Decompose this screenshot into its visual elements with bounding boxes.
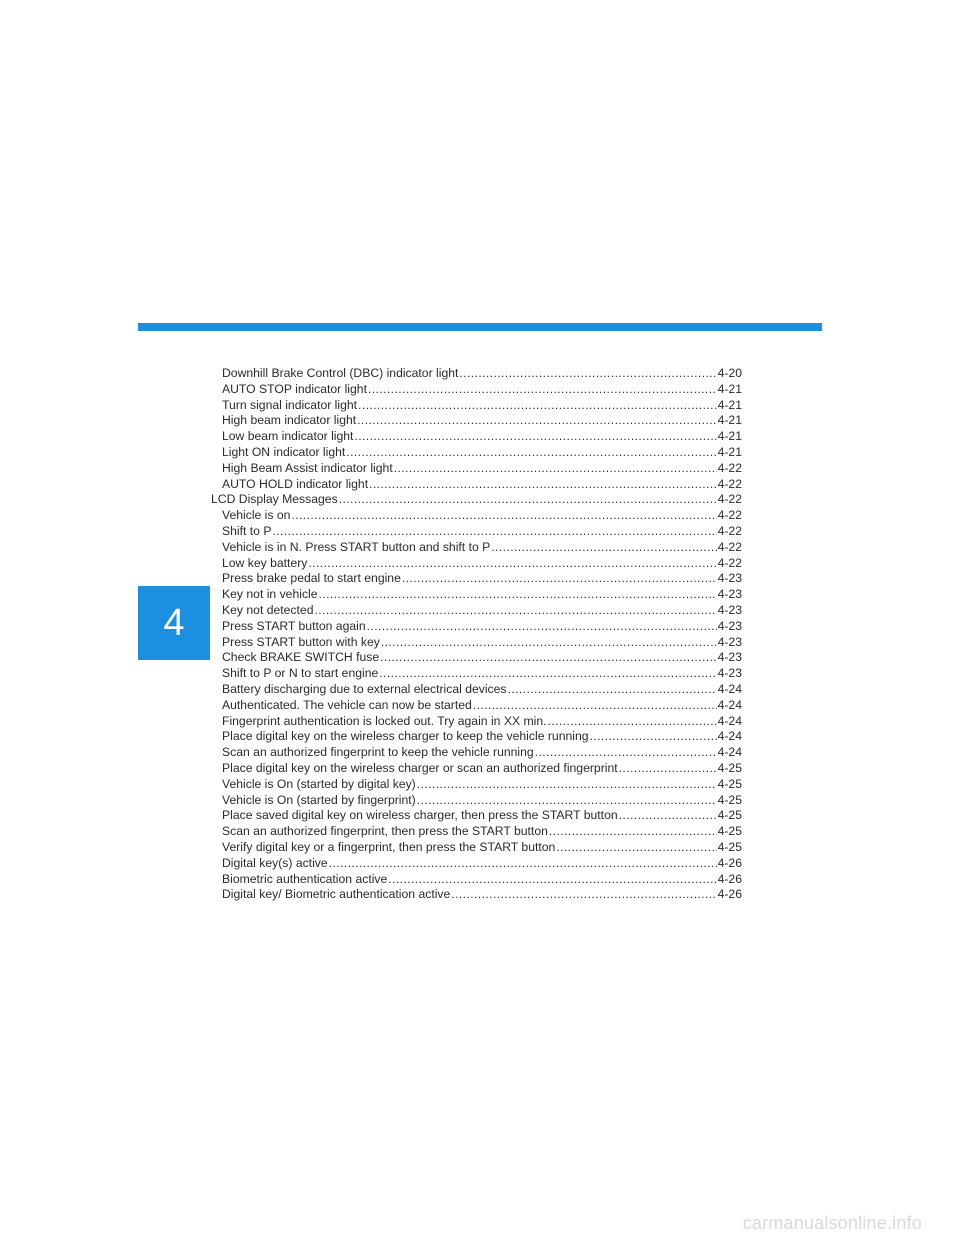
toc-entry-label: Vehicle is on <box>222 508 291 523</box>
toc-entry[interactable] <box>211 492 742 508</box>
toc-leader-dots <box>388 872 716 886</box>
toc-entry[interactable] <box>211 587 742 603</box>
toc-entry[interactable] <box>211 366 742 382</box>
toc-entry[interactable] <box>211 856 742 872</box>
toc-entry-page: 4-21 <box>717 381 742 396</box>
toc-leader-dots <box>308 556 716 570</box>
toc-entry[interactable] <box>211 777 742 793</box>
toc-entry[interactable] <box>211 808 742 824</box>
toc-entry-label: LCD Display Messages <box>211 492 338 507</box>
toc-entry[interactable] <box>211 382 742 398</box>
toc-entry[interactable] <box>211 429 742 445</box>
toc-entry-label: Key not detected <box>222 602 314 617</box>
toc-leader-dots <box>394 461 717 475</box>
toc-leader-dots <box>417 777 717 791</box>
toc-entry-label: Key not in vehicle <box>222 587 318 602</box>
toc-entry[interactable] <box>211 824 742 840</box>
toc-entry-label: AUTO STOP indicator light <box>222 381 367 396</box>
toc-leader-dots <box>417 793 717 807</box>
toc-entry-page: 4-26 <box>717 887 742 902</box>
toc-entry-page: 4-25 <box>717 839 742 854</box>
chapter-header-bar <box>138 323 822 331</box>
toc-entry-page: 4-21 <box>717 397 742 412</box>
toc-entry-label: AUTO HOLD indicator light <box>222 476 369 491</box>
toc-entry[interactable] <box>211 445 742 461</box>
toc-leader-dots <box>402 571 717 585</box>
toc-entry[interactable] <box>211 635 742 651</box>
toc-entry-label: Turn signal indicator light <box>222 397 358 412</box>
toc-leader-dots <box>369 477 717 491</box>
toc-leader-dots <box>459 366 716 380</box>
toc-entry-label: Verify digital key or a fingerprint, then press the START button <box>222 839 556 854</box>
toc-entry-label: Downhill Brake Control (DBC) indicator light <box>222 366 459 380</box>
toc-entry-label: Press brake pedal to start engine <box>222 571 401 586</box>
toc-entry[interactable] <box>211 413 742 429</box>
toc-leader-dots <box>380 650 716 664</box>
toc-entry[interactable] <box>211 666 742 682</box>
toc-entry-page: 4-21 <box>717 429 742 444</box>
toc-entry-page: 4-26 <box>717 855 742 870</box>
toc-entry-label: Vehicle is in N. Press START button and shift to P <box>222 539 491 554</box>
toc-leader-dots <box>590 729 717 743</box>
toc-entry[interactable] <box>211 714 742 730</box>
toc-leader-dots <box>357 413 716 427</box>
toc-entry-label: Digital key/ Biometric authentication active <box>222 887 451 902</box>
toc-entry-label: Digital key(s) active <box>222 855 328 870</box>
toc-entry-label: Light ON indicator light <box>222 444 346 459</box>
toc-entry-label: Place saved digital key on wireless charger, then press the START button <box>222 808 618 823</box>
toc-leader-dots <box>381 635 717 649</box>
toc-entry-label: Shift to P or N to start engine <box>222 666 379 681</box>
toc-entry[interactable] <box>211 840 742 856</box>
toc-leader-dots <box>619 761 717 775</box>
toc-entry-page: 4-22 <box>717 476 742 491</box>
toc-entry-label: Scan an authorized fingerprint, then press the START button <box>222 824 548 839</box>
toc-entry[interactable] <box>211 524 742 540</box>
toc-entry-label: Vehicle is On (started by digital key) <box>222 776 416 791</box>
chapter-number: 4 <box>163 602 185 644</box>
toc-entry[interactable] <box>211 650 742 666</box>
toc-entry-page: 4-24 <box>717 745 742 760</box>
toc-entry-page: 4-23 <box>717 650 742 665</box>
toc-leader-dots <box>549 824 717 838</box>
toc-entry[interactable] <box>211 461 742 477</box>
toc-entry-page: 4-22 <box>717 523 742 538</box>
toc-leader-dots <box>339 492 717 506</box>
toc-leader-dots <box>535 745 717 759</box>
toc-entry-label: High beam indicator light <box>222 413 357 428</box>
toc-entry-page: 4-22 <box>717 492 742 507</box>
toc-entry-page: 4-26 <box>717 871 742 886</box>
toc-leader-dots <box>272 524 716 538</box>
toc-entry-label: Scan an authorized fingerprint to keep the vehicle running <box>222 745 534 760</box>
toc-entry-page: 4-24 <box>717 729 742 744</box>
toc-entry[interactable] <box>211 398 742 414</box>
toc-entry[interactable] <box>211 477 742 493</box>
toc-entry[interactable] <box>211 887 742 903</box>
toc-entry-page: 4-21 <box>717 444 742 459</box>
toc-entry[interactable] <box>211 540 742 556</box>
toc-entry-page: 4-23 <box>717 618 742 633</box>
toc-entry-page: 4-25 <box>717 824 742 839</box>
toc-entry-page: 4-25 <box>717 760 742 775</box>
toc-entry[interactable] <box>211 761 742 777</box>
toc-entry[interactable] <box>211 745 742 761</box>
toc-entry-page: 4-23 <box>717 666 742 681</box>
toc-entry-page: 4-25 <box>717 776 742 791</box>
toc-entry-page: 4-24 <box>717 713 742 728</box>
toc-leader-dots <box>491 540 716 554</box>
toc-entry-page: 4-23 <box>717 634 742 649</box>
toc-entry[interactable] <box>211 603 742 619</box>
toc-entry-page: 4-23 <box>717 602 742 617</box>
toc-leader-dots <box>451 887 716 901</box>
toc-leader-dots <box>556 840 716 854</box>
toc-entry-page: 4-22 <box>717 539 742 554</box>
toc-leader-dots <box>358 398 717 412</box>
toc-entry-label: High Beam Assist indicator light <box>222 460 393 475</box>
toc-entry-page: 4-25 <box>717 808 742 823</box>
footer-watermark: carmanualsonline.info <box>742 1213 922 1233</box>
toc-entry-label: Low beam indicator light <box>222 429 354 444</box>
toc-leader-dots <box>619 808 717 822</box>
toc-entry-label: Press START button again <box>222 618 366 633</box>
toc-entry-label: Biometric authentication active <box>222 871 388 886</box>
toc-entry-label: Place digital key on the wireless charger to keep the vehicle running <box>222 729 589 744</box>
toc-leader-dots <box>319 587 717 601</box>
toc-entry-label: Battery discharging due to external electrical devices <box>222 681 507 696</box>
table-of-contents <box>211 366 742 903</box>
toc-leader-dots <box>354 429 716 443</box>
toc-entry-page: 4-24 <box>717 681 742 696</box>
toc-leader-dots <box>329 856 717 870</box>
toc-leader-dots <box>314 603 716 617</box>
toc-entry-page: 4-22 <box>717 460 742 475</box>
toc-entry[interactable] <box>211 571 742 587</box>
toc-entry-page: 4-25 <box>717 792 742 807</box>
toc-entry-page: 4-23 <box>717 587 742 602</box>
toc-entry[interactable] <box>211 682 742 698</box>
toc-entry[interactable] <box>211 698 742 714</box>
toc-entry-label: Check BRAKE SWITCH fuse <box>222 650 380 665</box>
toc-entry-page: 4-22 <box>717 555 742 570</box>
toc-entry-label: Press START button with key <box>222 634 380 649</box>
toc-entry-page: 4-21 <box>717 413 742 428</box>
toc-entry-label: Authenticated. The vehicle can now be started <box>222 697 472 712</box>
toc-entry-page: 4-23 <box>717 571 742 586</box>
toc-entry[interactable] <box>211 556 742 572</box>
toc-entry-label: Shift to P <box>222 523 272 538</box>
toc-entry[interactable] <box>211 619 742 635</box>
toc-entry-page: 4-22 <box>717 508 742 523</box>
toc-leader-dots <box>379 666 716 680</box>
toc-entry[interactable] <box>211 508 742 524</box>
chapter-tab <box>138 586 210 660</box>
toc-leader-dots <box>548 714 717 728</box>
toc-leader-dots <box>508 682 717 696</box>
toc-entry-label: Low key battery <box>222 555 308 570</box>
toc-entry-page: 4-20 <box>717 366 742 380</box>
toc-entry-label: Vehicle is On (started by fingerprint) <box>222 792 416 807</box>
toc-entry[interactable] <box>211 872 742 888</box>
toc-entry-label: Fingerprint authentication is locked out. Try again in XX min. <box>222 713 547 728</box>
toc-leader-dots <box>291 508 716 522</box>
toc-leader-dots <box>473 698 717 712</box>
toc-entry-label: Place digital key on the wireless charger or scan an authorized fingerprint <box>222 760 618 775</box>
toc-entry-page: 4-24 <box>717 697 742 712</box>
toc-leader-dots <box>368 382 717 396</box>
toc-entry[interactable] <box>211 793 742 809</box>
toc-leader-dots <box>367 619 717 633</box>
toc-entry[interactable] <box>211 729 742 745</box>
toc-leader-dots <box>346 445 716 459</box>
